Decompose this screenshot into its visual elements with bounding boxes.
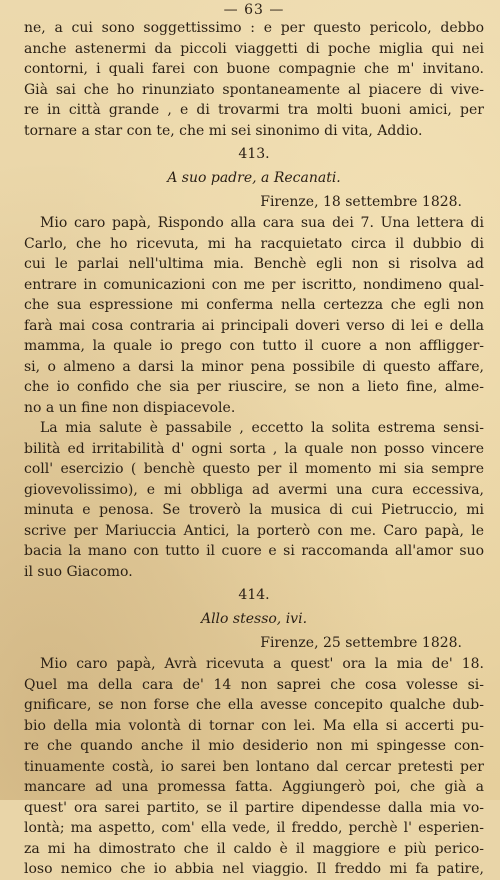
- text-line: La mia salute è passabile , eccetto la solita estrema sensi-: [40, 420, 484, 436]
- text-line: bilità ed irritabilità d' ogni sorta , la quale non posso vincere: [24, 440, 484, 457]
- text-line: re in città grande , e di trovarmi tra molti buoni amici, per: [24, 102, 484, 118]
- text-line: giovevolissimo), e mi obbliga ad avermi una cura eccessiva,: [24, 481, 484, 498]
- text-line: za mi ha dimostrato che il caldo è il maggiore e più perico-: [24, 840, 484, 857]
- text-line: tinuamente costà, io sarei ben lontano dal cercar pretesti per: [24, 758, 484, 775]
- letter-heading: A suo padre, a Recanati.: [167, 170, 341, 186]
- text-line: Carlo, che ho ricevuta, mi ha racquietato circa il dubbio di: [24, 235, 484, 252]
- text-line: coll' esercizio ( benchè questo per il momento mi sia sempre: [24, 461, 484, 477]
- dateline: Firenze, 25 settembre 1828.: [260, 635, 462, 651]
- text-line: scrive per Mariuccia Antici, la porterò con me. Caro papà, le: [24, 522, 484, 539]
- text-line: loso nemico che io abbia nel viaggio. Il freddo mi fa patire,: [24, 861, 484, 877]
- text-line: tornare a star con te, che mi sei sinonimo di vita, Addio.: [24, 122, 423, 139]
- text-line: anche astenermi da piccoli viaggetti di poche miglia qui nei: [24, 40, 484, 57]
- text-line: entrare in comunicazioni con me per iscritto, nondimeno qual-: [24, 276, 484, 293]
- letter-number: 414.: [238, 587, 270, 603]
- letter-number: 413.: [238, 146, 270, 162]
- text-line: mamma, la quale io prego con tutto il cuore a non affligger-: [24, 338, 484, 354]
- text-line: lontà; ma aspetto, com' ella vede, il freddo, perchè l' esperien-: [24, 820, 484, 836]
- text-line: Quel ma della cara de' 14 non saprei che cosa volesse si-: [24, 676, 484, 693]
- letter-paragraph: [24, 213, 484, 418]
- text-line: Mio caro papà, Rispondo alla cara sua dei 7. Una lettera di: [40, 215, 484, 231]
- page-number: — 63 —: [223, 2, 285, 18]
- text-line: no a un fine non dispiacevole.: [24, 399, 236, 416]
- text-line: farà mai cosa contraria ai principali doveri verso di lei e della: [24, 317, 484, 334]
- letter-paragraph: [24, 418, 484, 582]
- intro-paragraph: [24, 18, 484, 141]
- text-line: quest' ora sarei partito, se il partire dipendesse dalla mia vo-: [24, 799, 484, 816]
- text-line: si, o almeno a darsi la minor pena possibile di questo affare,: [24, 358, 484, 375]
- text-line: contorni, i quali farei con buone compagnie che m' invitano.: [24, 61, 484, 77]
- text-line: cui le parlai nell'ultima mia. Benchè egli non si risolva ad: [24, 256, 484, 272]
- text-line: Mio caro papà, Avrà ricevuta a quest' ora la mia de' 18.: [40, 656, 484, 672]
- text-line: mancare ad una promessa fatta. Aggiungerò poi, che già a: [24, 779, 484, 795]
- text-line: gnificare, se non forse che ella avesse concepito qualche dub-: [24, 697, 484, 713]
- letter-heading: Allo stesso, ivi.: [200, 611, 308, 627]
- text-line: Già sai che ho rinunziato spontaneamente al piacere di vive-: [24, 81, 484, 98]
- letter-413: [24, 143, 484, 582]
- text-line: il suo Giacomo.: [24, 563, 133, 580]
- text-line: bio della mia volontà di tornar con lei. Ma ella si accerti pu-: [24, 717, 484, 734]
- text-line: minuta e penosa. Se troverò la musica di cui Pietruccio, mi: [24, 502, 484, 518]
- letter-paragraph: [24, 654, 484, 880]
- letter-414: [24, 584, 484, 880]
- text-line: bacia la mano con tutto il cuore e si raccomanda all'amor suo: [24, 543, 484, 559]
- text-line: che sua espressione mi conferma nella certezza che egli non: [24, 297, 484, 313]
- text-line: ne, a cui sono soggettissimo : e per questo pericolo, debbo: [24, 20, 484, 36]
- dateline: Firenze, 18 settembre 1828.: [260, 194, 462, 210]
- text-line: re che quando anche il mio desiderio non mi spingesse con-: [24, 738, 484, 754]
- text-line: che io confido che sia per riuscire, se non a lieto fine, alme-: [24, 379, 484, 395]
